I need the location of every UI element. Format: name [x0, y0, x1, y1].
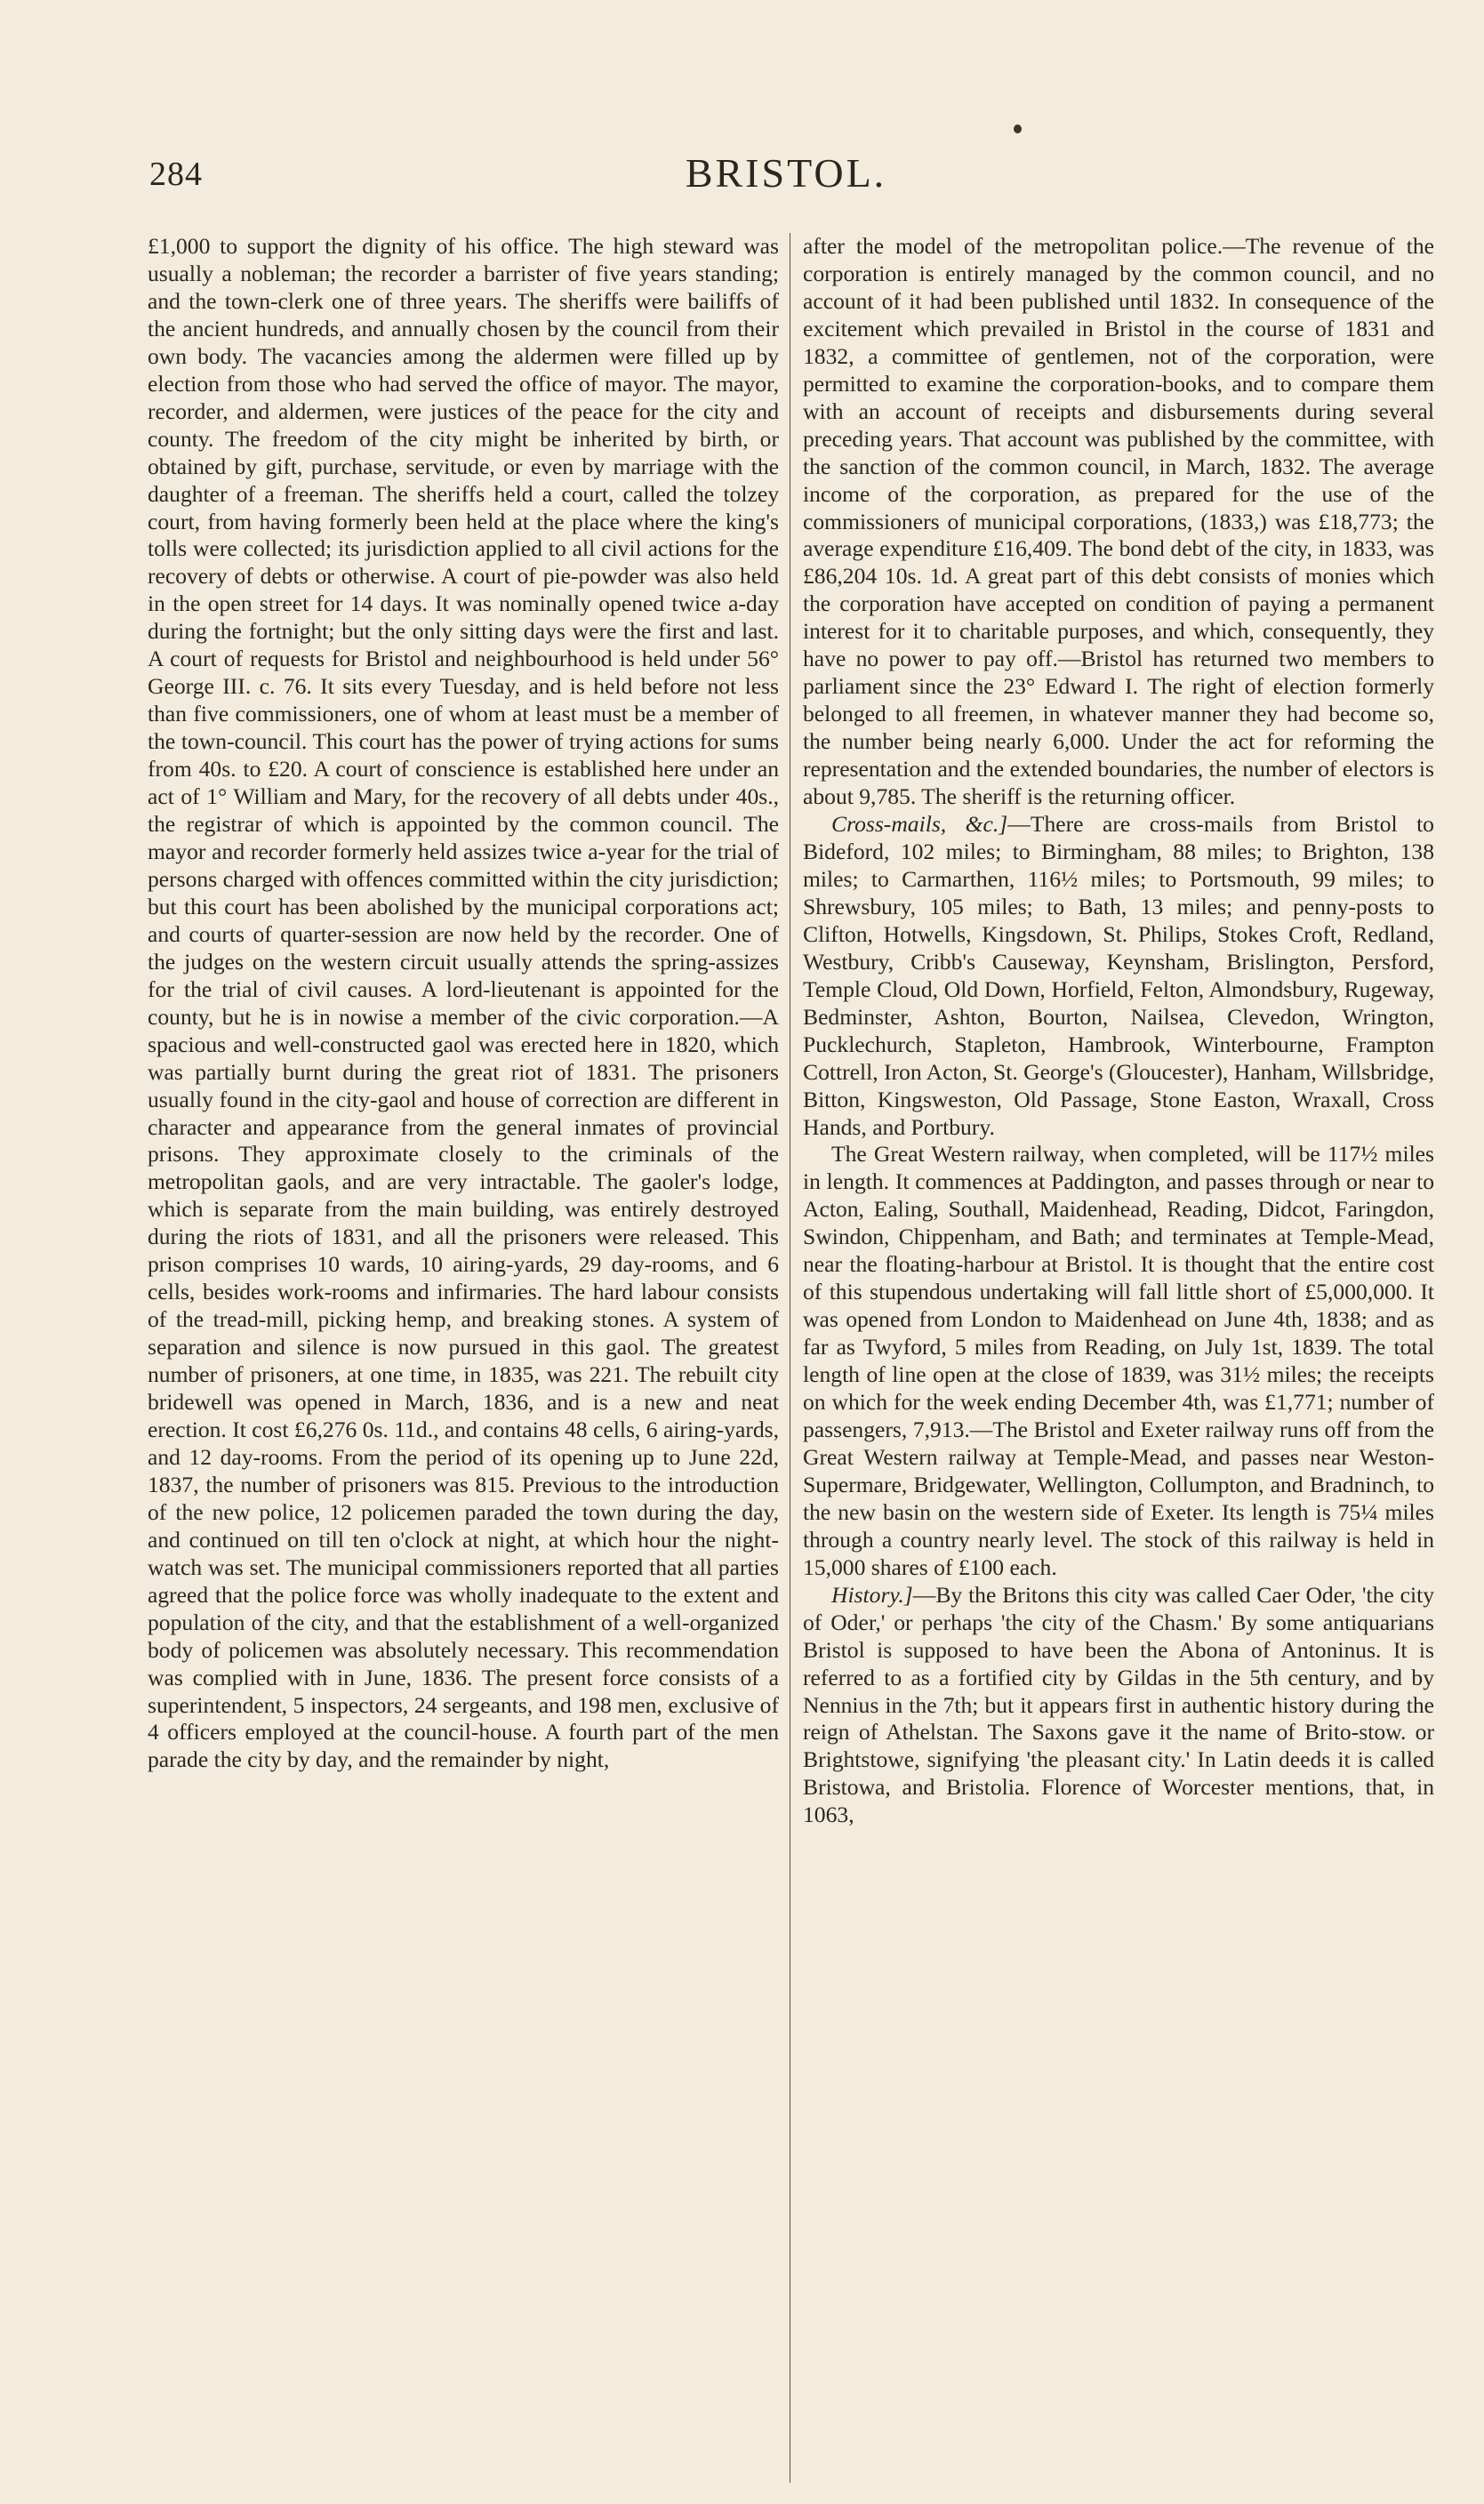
right-paragraph-revenue: after the model of the metropolitan police.—The revenue of the corporation is entirely managed by the common council, and no account of it had been published until 1832. In consequence of the excitement which prevailed in Bristol in the course of 1831 and 1832, a committee of gentlemen, not of the corporation, were permitted to examine the corporation-books, and to compare them with an account of receipts and disbursements during several preceding years. That account was published by the committee, with the sanction of the common council, in March, 1832. The average income of the corporation, as prepared for the use of the commissioners of municipal corporations, (1833,) was £18,773; the average expenditure £16,409. The bond debt of the city, in 1833, was £86,204 10s. 1d. A great part of this debt consists of monies which the corporation have accepted on condition of paying a permanent interest for it to charitable purposes, and which, consequently, they have no power to pay off.—Bristol has returned two members to parliament since the 23° Edward I. The right of election formerly belonged to all freemen, in whatever manner they had become so, the number being nearly 6,000. Under the act for reforming the representation and the extended boundaries, the number of electors is about 9,785. The sheriff is the returning officer. [803, 233, 1434, 810]
right-paragraph-history [803, 1582, 1434, 1830]
right-paragraph-cross-mails [803, 811, 1434, 1141]
cross-mails-text: —There are cross-mails from Bristol to Bideford, 102 miles; to Birmingham, 88 miles; to Brighton, 138 miles; to Carmarthen, 116½ miles; to Portsmouth, 99 miles; to Shrewsbury, 105 miles; to Bath, 13 miles; and penny-posts to Clifton, Hotwells, Kingsdown, St. Philips, Stokes Croft, Redland, Westbury, Cribb's Causeway, Keynsham, Brislington, Persford, Temple Cloud, Old Down, Horfield, Felton, Almondsbury, Rugeway, Bedminster, Ashton, Bourton, Nailsea, Clevedon, Wrington, Pucklechurch, Stapleton, Hambrook, Winterbourne, Frampton Cottrell, Iron Acton, St. George's (Gloucester), Hanham, Willsbridge, Bitton, Kingsweston, Old Passage, Stone Easton, Wraxall, Cross Hands, and Portbury. [803, 811, 1434, 1140]
page-number: 284 [149, 156, 203, 193]
cross-mails-heading: Cross-mails, &c.] [831, 811, 1008, 838]
page-header [149, 149, 1423, 203]
left-column [148, 233, 779, 1774]
right-column [803, 233, 1434, 1829]
ink-speck [1014, 124, 1022, 133]
left-paragraph: £1,000 to support the dignity of his office. The high steward was usually a nobleman; the recorder a barrister of five years standing; and the town-clerk one of three years. The sheriffs were bailiffs of the ancient hundreds, and annually chosen by the council from their own body. The vacancies among the aldermen were filled up by election from those who had served the office of mayor. The mayor, recorder, and aldermen, were justices of the peace for the city and county. The freedom of the city might be inherited by birth, or obtained by gift, purchase, servitude, or even by marriage with the daughter of a freeman. The sheriffs held a court, called the tolzey court, from having formerly been held at the place where the king's tolls were collected; its jurisdiction applied to all civil actions for the recovery of debts or otherwise. A court of pie-powder was also held in the open street for 14 days. It was nominally opened twice a-day during the fortnight; but the only sitting days were the first and last. A court of requests for Bristol and neighbourhood is held under 56° George III. c. 76. It sits every Tuesday, and is held before not less than five commissioners, one of whom at least must be a member of the town-council. This court has the power of trying actions for sums from 40s. to £20. A court of conscience is established here under an act of 1° William and Mary, for the recovery of all debts under 40s., the registrar of which is appointed by the common council. The mayor and recorder formerly held assizes twice a-year for the trial of persons charged with offences committed within the city jurisdiction; but this court has been abolished by the municipal corporations act; and courts of quarter-session are now held by the recorder. One of the judges on the western circuit usually attends the spring-assizes for the trial of civil causes. A lord-lieutenant is appointed for the county, but he is in nowise a member of the civic corporation.—A spacious and well-constructed gaol was erected here in 1820, which was partially burnt during the great riot of 1831. The prisoners usually found in the city-gaol and house of correction are different in character and appearance from the general inmates of provincial prisons. They approximate closely to the criminals of the metropolitan gaols, and are very intractable. The gaoler's lodge, which is separate from the main building, was entirely destroyed during the riots of 1831, and all the prisoners were released. This prison comprises 10 wards, 10 airing-yards, 29 day-rooms, and 6 cells, besides work-rooms and infirmaries. The hard labour consists of the tread-mill, picking hemp, and breaking stones. A system of separation and silence is now pursued in this gaol. The greatest number of prisoners, at one time, in 1835, was 221. The rebuilt city bridewell was opened in March, 1836, and is a new and neat erection. It cost £6,276 0s. 11d., and contains 48 cells, 6 airing-yards, and 12 day-rooms. From the period of its opening up to June 22d, 1837, the number of prisoners was 815. Previous to the introduction of the new police, 12 policemen paraded the town during the day, and continued on till ten o'clock at night, at which hour the night-watch was set. The municipal commissioners reported that all parties agreed that the police force was wholly inadequate to the extent and population of the city, and that the establishment of a well-organized body of policemen was absolutely necessary. This recommendation was complied with in June, 1836. The present force consists of a superintendent, 5 inspectors, 24 sergeants, and 198 men, exclusive of 4 officers employed at the council-house. A fourth part of the men parade the city by day, and the remainder by night, [148, 233, 779, 1773]
history-text: —By the Britons this city was called Caer Oder, 'the city of Oder,' or perhaps 'the city of the Chasm.' By some antiquarians Bristol is supposed to have been the Abona of Antoninus. It is referred to as a fortified city by Gildas in the 5th century, and by Nennius in the 7th; but it appears first in authentic history during the reign of Athelstan. The Saxons gave it the name of Brito-stow. or Brightstowe, signifying 'the pleasant city.' In Latin deeds it is called Bristowa, and Bristolia. Florence of Worcester mentions, that, in 1063, [803, 1581, 1434, 1828]
running-head: BRISTOL. [685, 150, 887, 196]
right-paragraph-railway: The Great Western railway, when completed, will be 117½ miles in length. It commences at Paddington, and passes through or near to Acton, Ealing, Southall, Maidenhead, Reading, Didcot, Faringdon, Swindon, Chippenham, and Bath; and terminates at Temple-Mead, near the floating-harbour at Bristol. It is thought that the entire cost of this stupendous undertaking will fall little short of £5,000,000. It was opened from London to Maidenhead on June 4th, 1838; and as far as Twyford, 5 miles from Reading, on July 1st, 1839. The total length of line open at the close of 1839, was 31½ miles; the receipts on which for the week ending December 4th, was £1,771; number of passengers, 7,913.—The Bristol and Exeter railway runs off from the Great Western railway at Temple-Mead, and passes near Weston-Supermare, Bridgewater, Wellington, Collumpton, and Bradninch, to the new basin on the western side of Exeter. Its length is 75¼ miles through a country nearly level. The stock of this railway is held in 15,000 shares of £100 each. [803, 1141, 1434, 1580]
history-heading: History.] [831, 1581, 913, 1608]
